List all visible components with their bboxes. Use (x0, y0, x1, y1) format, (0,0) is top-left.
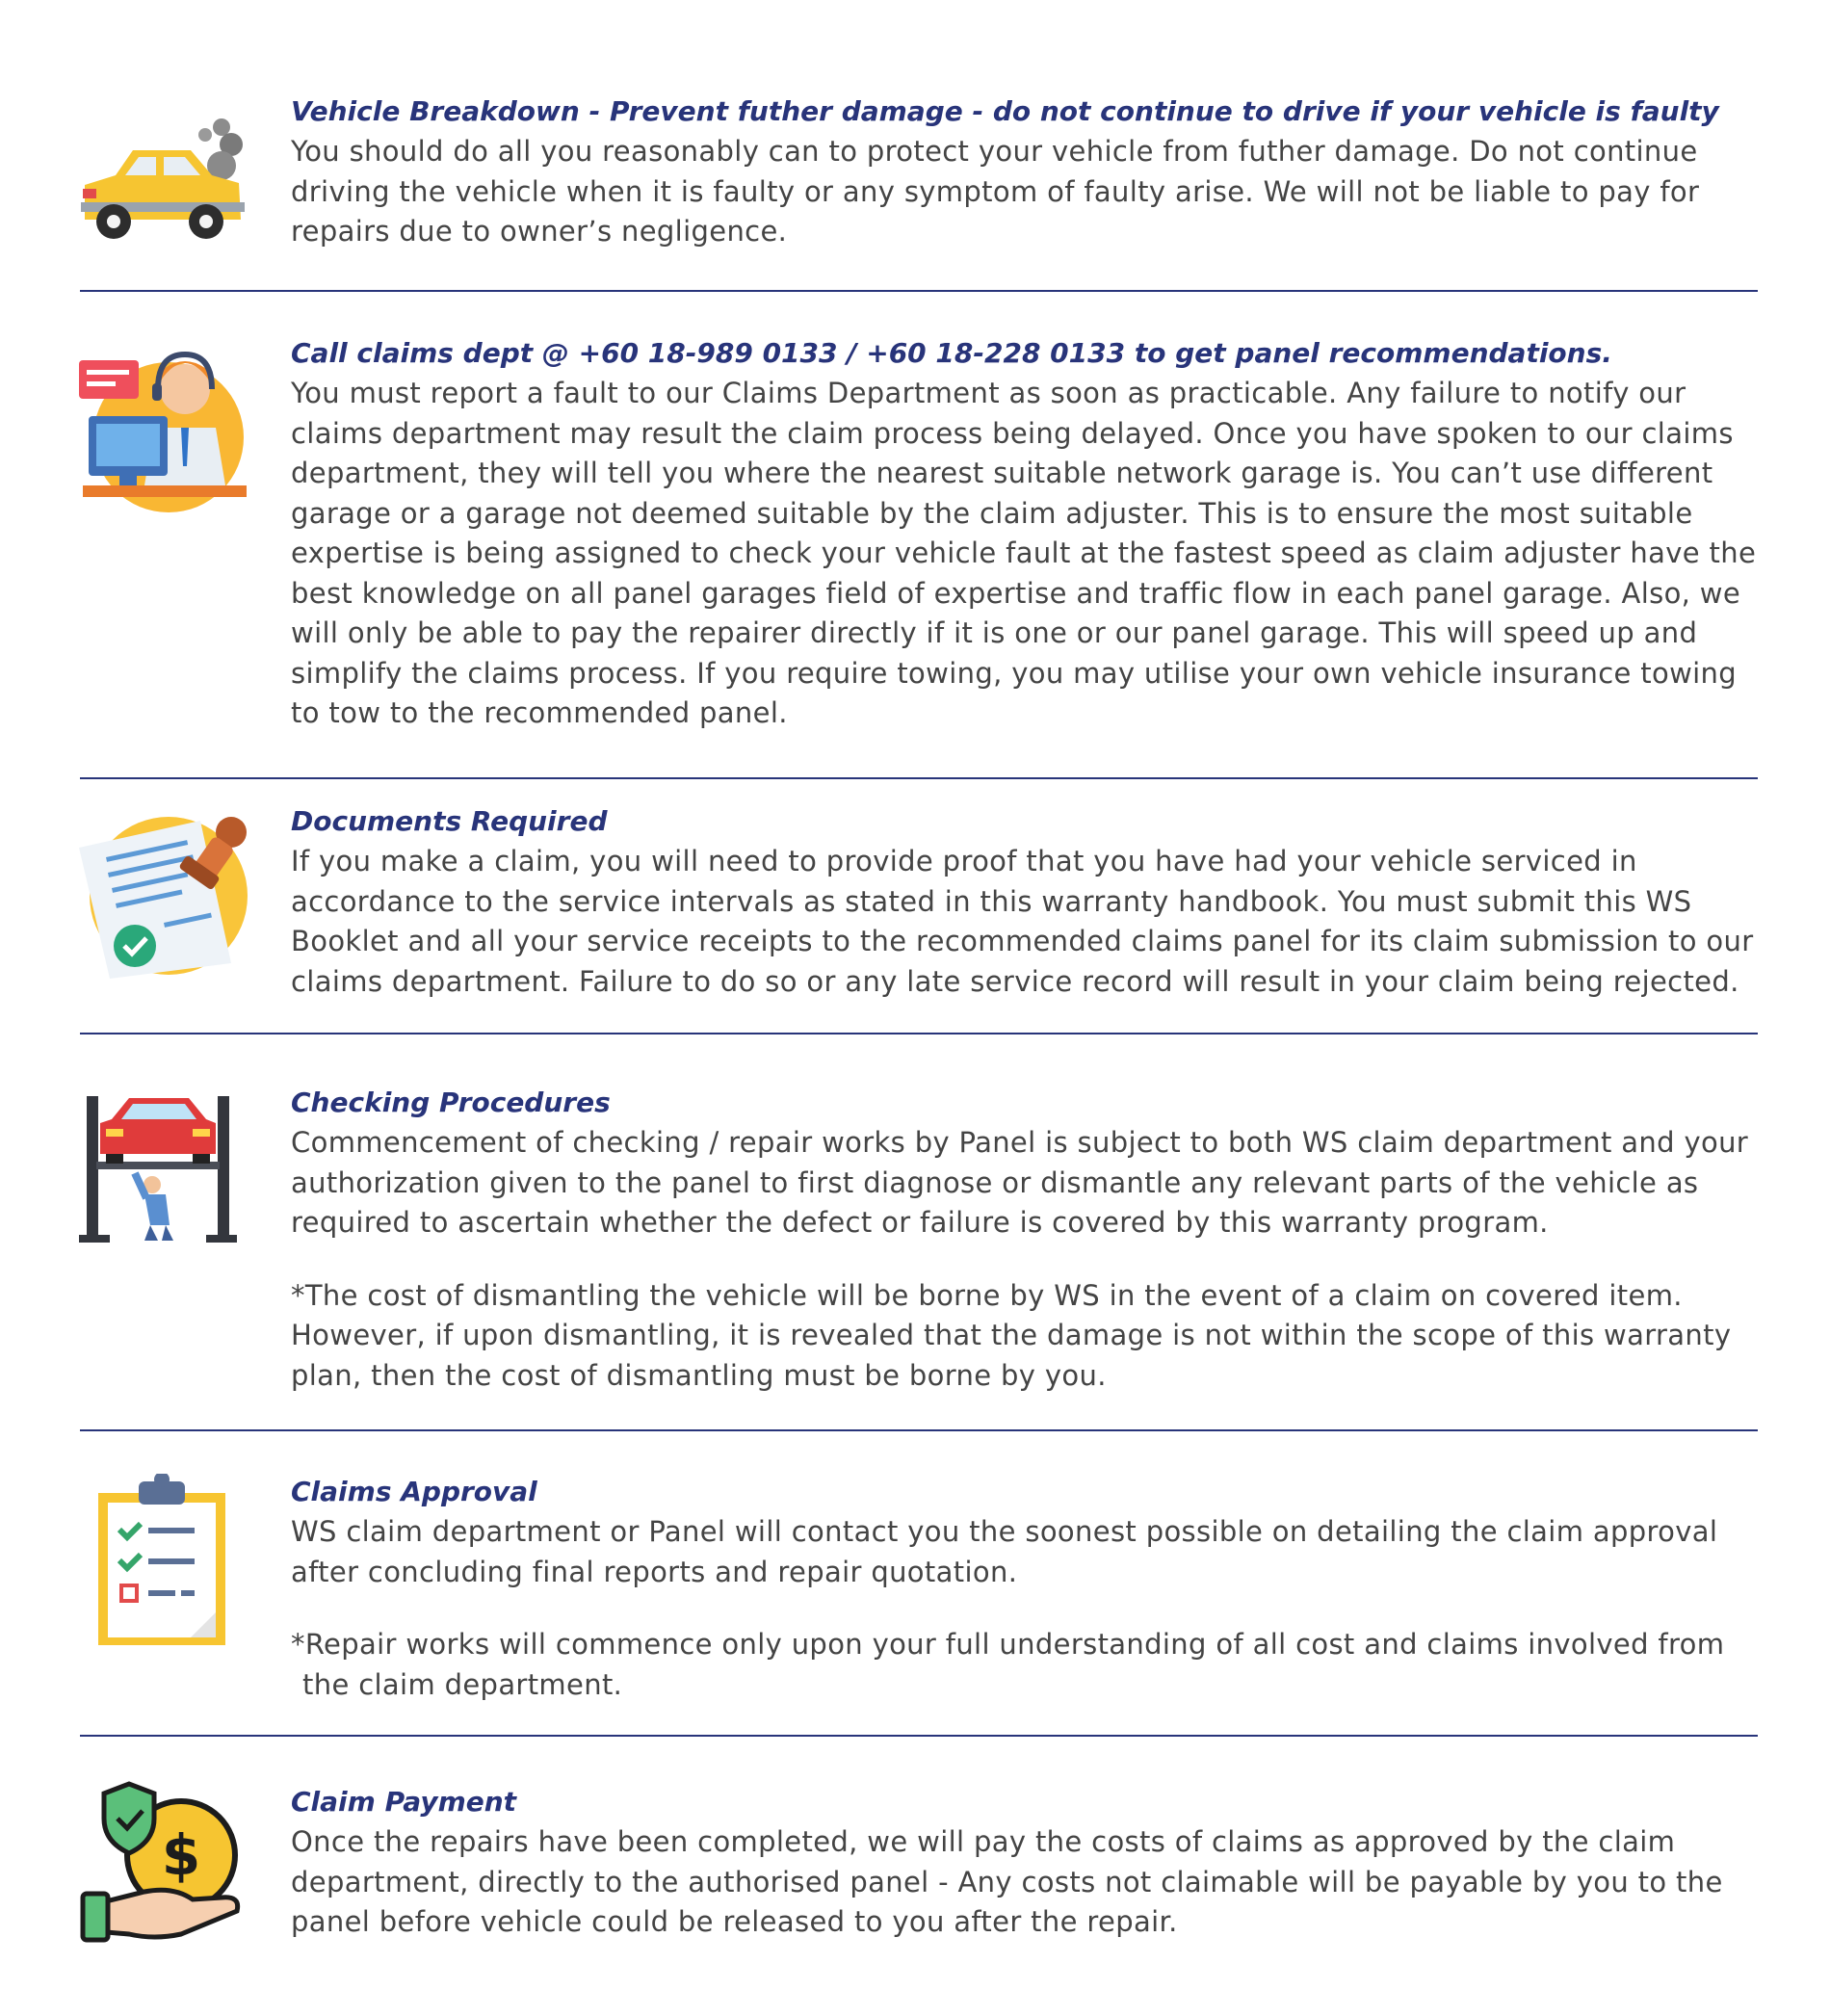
section-paragraph: If you make a claim, you will need to provide proof that you have had your vehicle serviced in accordance to the service intervals as stated in this warranty handbook. You must submit this WS Booklet and all your service receipts to the recommended claims panel for its claim submission to our claims department. Failure to do so or any late service record will result in your claim being rejected. (291, 845, 1754, 998)
section-heading: Checking Procedures (291, 1087, 611, 1118)
section-paragraph: Once the repairs have been completed, we will pay the costs of claims as approved by the claim department, directly to the authorised panel - Any costs not claimable will be payable by you to the panel before vehicle could be released to you after the repair. (291, 1825, 1723, 1938)
checklist-clipboard-icon (77, 1474, 250, 1647)
section-heading: Documents Required (291, 805, 608, 837)
section-text (291, 801, 1757, 1002)
section-text (291, 333, 1757, 734)
hand-money-shield-icon (77, 1780, 250, 1953)
section-text (291, 1782, 1757, 1943)
call-center-agent-icon (77, 341, 250, 514)
section-text (291, 92, 1757, 252)
section-paragraph: You must report a fault to our Claims Department as soon as practicable. Any failure to notify our claims department may result the claim process being delayed. Once you have spoken to our claims department, they will tell you where the nearest suitable network garage is. You can’t use different garage or a garage not deemed suitable by the claim adjuster. This is to ensure the most suitable expertise is being assigned to check your vehicle fault at the fastest speed as claim adjuster have the best knowledge on all panel garages field of expertise and traffic flow in each panel garage. Also, we will only be able to pay the repairer directly if it is one or our panel garage. This will speed up and simplify the claims process. If you require towing, you may utilise your own vehicle insurance towing to tow to the recommended panel. (291, 377, 1757, 729)
svg-text:$: $ (161, 1822, 201, 1888)
section-divider (80, 1033, 1758, 1034)
section-divider (80, 777, 1758, 779)
section-paragraph: *The cost of dismantling the vehicle will be borne by WS in the event of a claim on covered item. However, if upon dismantling, it is revealed that the damage is not within the scope of this warranty plan, then the cost of dismantling must be borne by you. (291, 1278, 1732, 1392)
section-divider (80, 1429, 1758, 1431)
approved-document-icon (77, 809, 250, 982)
section-text (291, 1472, 1757, 1705)
section-heading: Claims Approval (291, 1476, 537, 1507)
section-text (291, 1083, 1757, 1396)
section-paragraph: WS claim department or Panel will contact you the soonest possible on detailing the claim approval after concluding final reports and repair quotation. (291, 1515, 1718, 1588)
section-paragraph: Commencement of checking / repair works by Panel is subject to both WS claim department and your authorization given to the panel to first diagnose or dismantle any relevant parts of the vehicle as required to ascertain whether the defect or failure is covered by this warranty program. (291, 1126, 1749, 1239)
car-lift-mechanic-icon (77, 1081, 250, 1254)
section-paragraph: *Repair works will commence only upon your full understanding of all cost and claims involved from the claim department. (291, 1628, 1725, 1701)
section-heading: Vehicle Breakdown - Prevent futher damage - do not continue to drive if your vehicle is faulty (291, 95, 1719, 127)
section-divider (80, 290, 1758, 292)
section-paragraph: You should do all you reasonably can to protect your vehicle from futher damage. Do not continue driving the vehicle when it is faulty or any symptom of faulty arise. We will not be liable to pay for repairs due to owner’s negligence. (291, 135, 1700, 248)
section-heading: Call claims dept @ +60 18-989 0133 / +60 18-228 0133 to get panel recommendations. (291, 337, 1612, 369)
broken-car-icon (77, 96, 250, 270)
section-divider (80, 1735, 1758, 1737)
section-heading: Claim Payment (291, 1786, 517, 1818)
